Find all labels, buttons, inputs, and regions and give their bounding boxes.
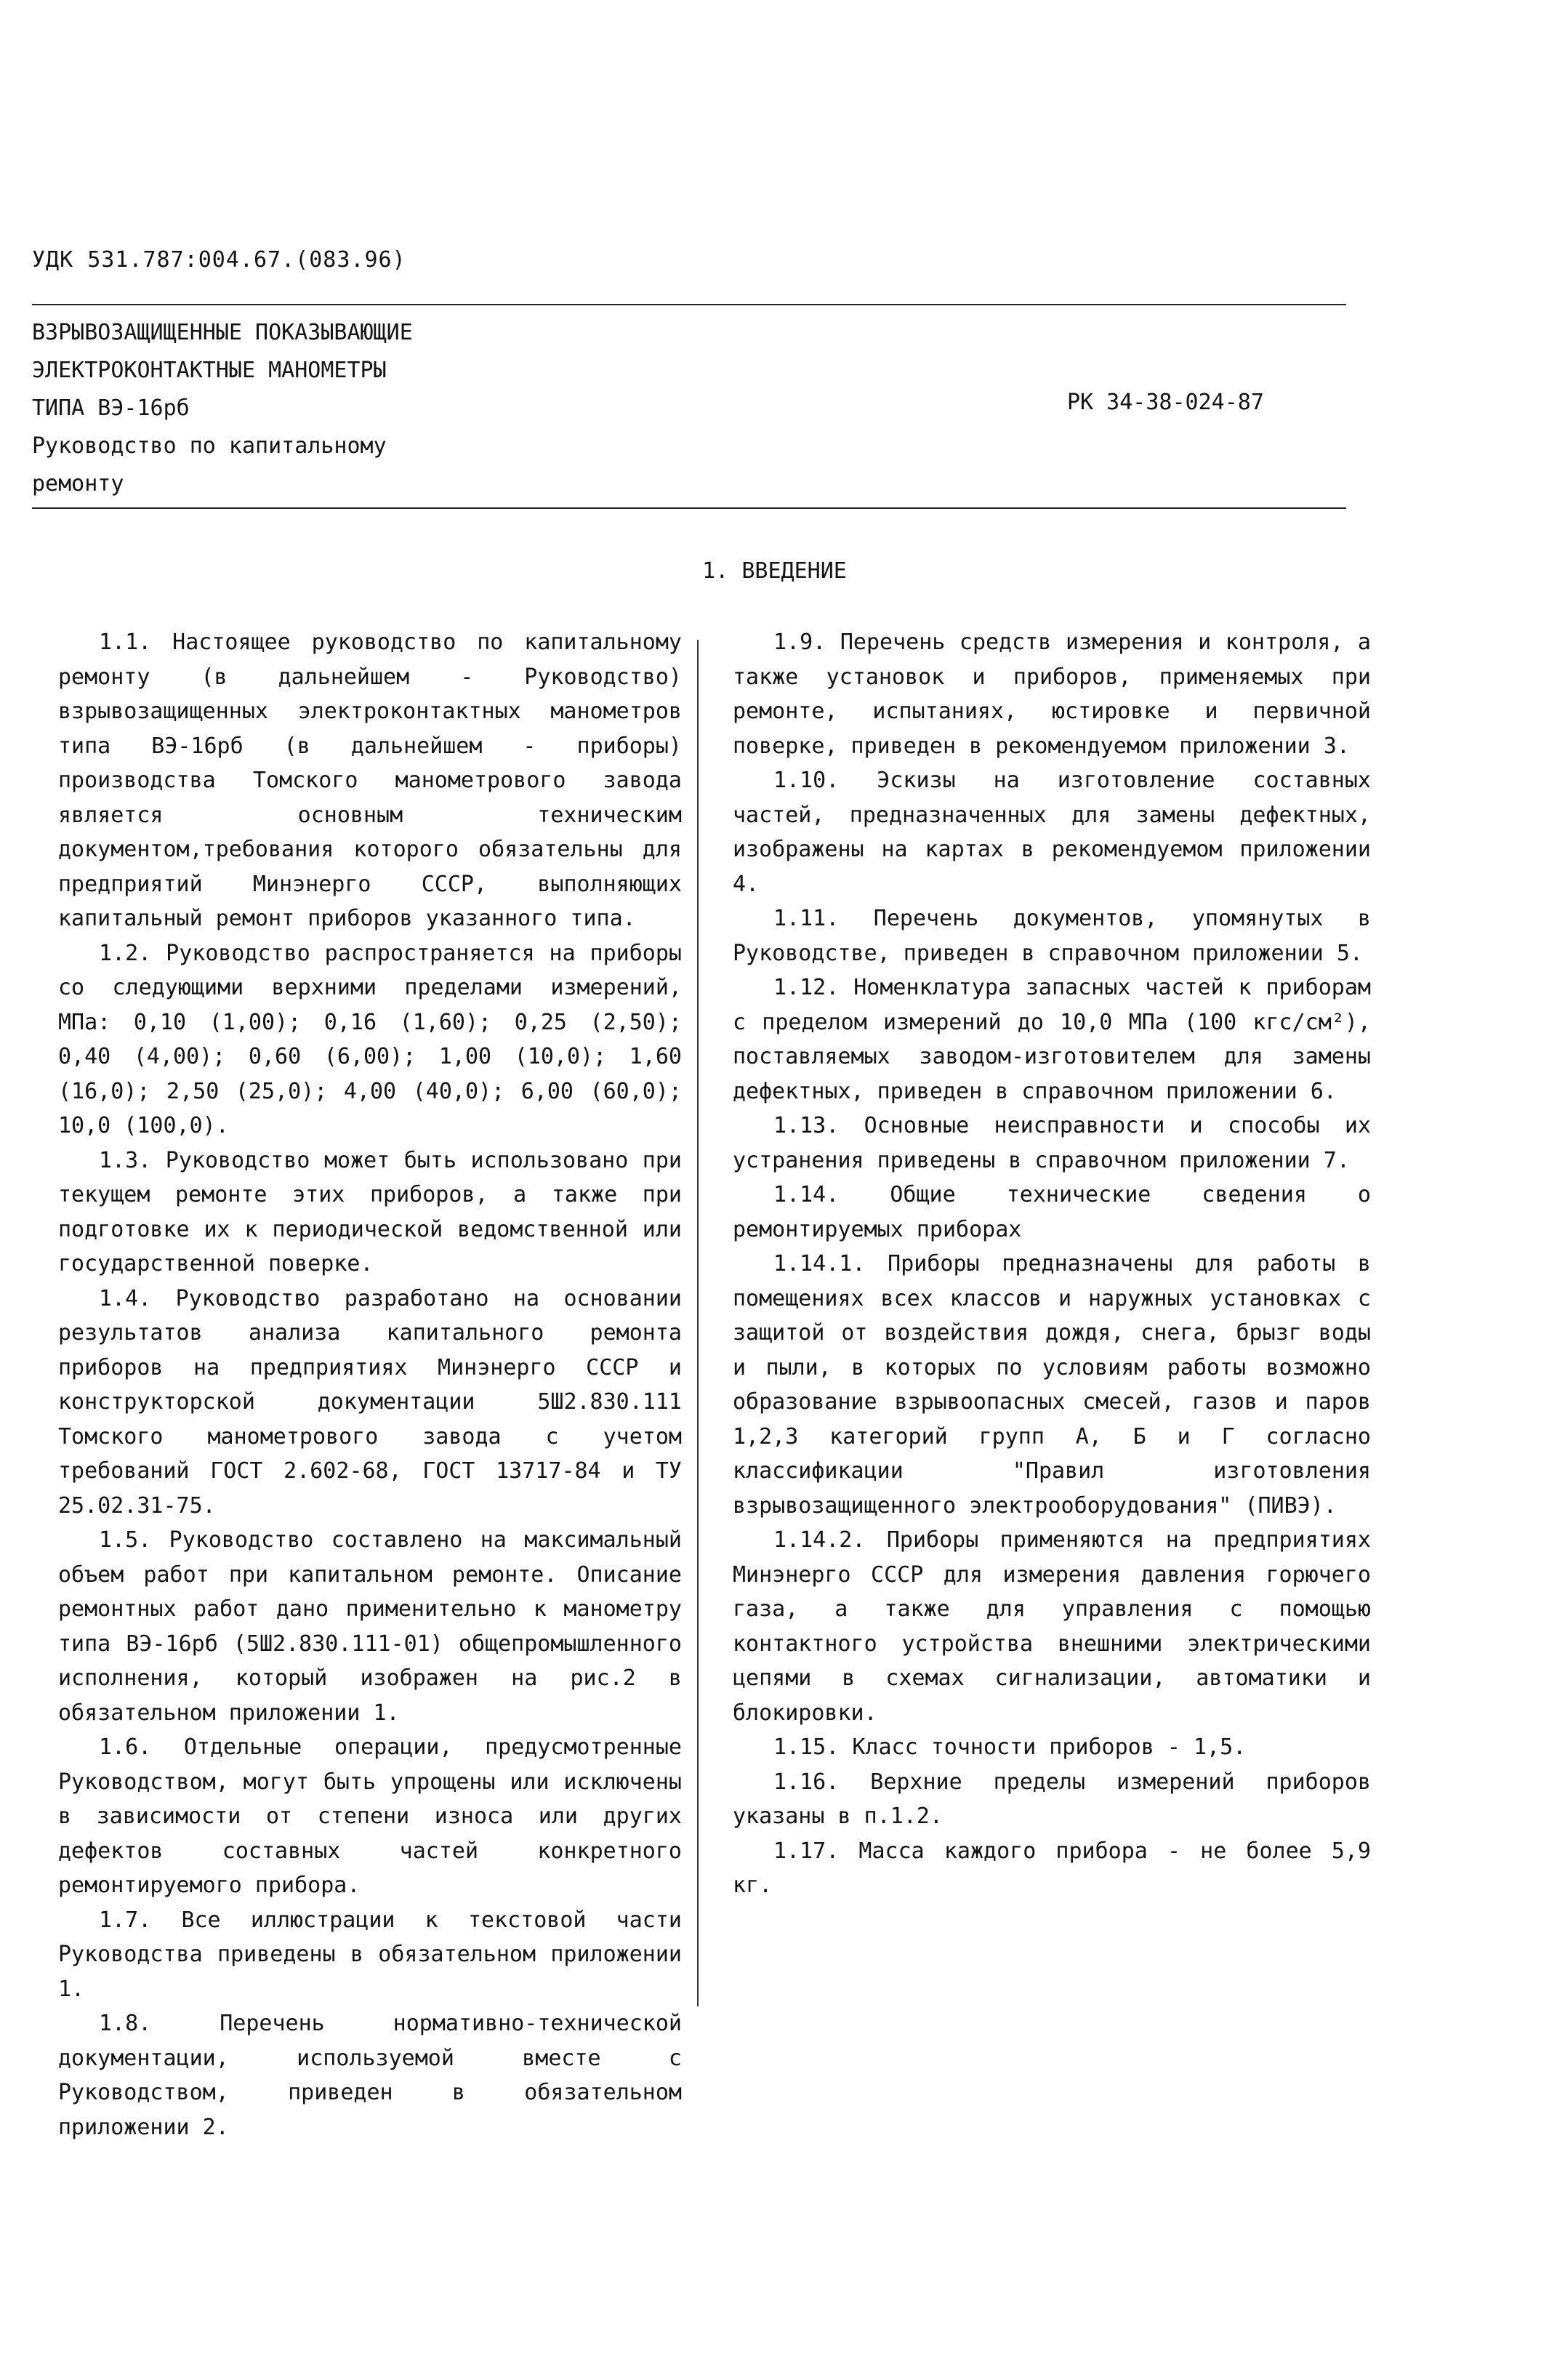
title-line: ЭЛЕКТРОКОНТАКТНЫЕ МАНОМЕТРЫ	[32, 358, 387, 383]
title-line: Руководство по капитальному	[32, 433, 387, 459]
paragraph-1-16: 1.16. Верхние пределы измерений приборов указаны в п.1.2.	[733, 1769, 1371, 1829]
document-code: РК 34-38-024-87	[1067, 390, 1264, 415]
paragraph-1-13: 1.13. Основные неисправности и способы их устранения приведены в справочном приложении 7.	[733, 1113, 1371, 1173]
paragraph-1-1: 1.1. Настоящее руководство по капитальному ремонту (в дальнейшем - Руководство) взрывозащищенных электроконтактных манометров типа ВЭ-16рб (в дальнейшем - приборы) производства Томского манометрового завода является основным техническим документом,требования которого обязательны для предприятий Минэнерго СССР, выполняющих капитальный ремонт приборов указанного типа.	[58, 630, 682, 931]
paragraph-1-10: 1.10. Эскизы на изготовление составных частей, предназначенных для замены дефектных, изображены на картах в рекомендуемом приложении 4.	[733, 768, 1371, 897]
paragraph-1-2: 1.2. Руководство распространяется на приборы со следующими верхними пределами измерений, МПа: 0,10 (1,00); 0,16 (1,60); 0,25 (2,50); 0,40 (4,00); 0,60 (6,00); 1,00 (10,0); 1,60 (16,0); 2,50 (25,0); 4,00 (40,0); 6,00 (60,0); 10,0 (100,0).	[58, 940, 682, 1138]
paragraph-1-9: 1.9. Перечень средств измерения и контроля, а также установок и приборов, применяемых при ремонте, испытаниях, юстировке и первичной поверке, приведен в рекомендуемом приложении 3.	[733, 630, 1371, 759]
paragraph-1-6: 1.6. Отдельные операции, предусмотренные Руководством, могут быть упрощены или исключены в зависимости от степени износа или других дефектов составных частей конкретного ремонтируемого прибора.	[58, 1734, 682, 1898]
paragraph-1-5: 1.5. Руководство составлено на максимальный объем работ при капитальном ремонте. Описание ремонтных работ дано применительно к манометру типа ВЭ-16рб (5Ш2.830.111-01) общепромышленного исполнения, который изображен на рис.2 в обязательном приложении 1.	[58, 1527, 682, 1726]
paragraph-1-14-2: 1.14.2. Приборы применяются на предприятиях Минэнерго СССР для измерения давления горючего газа, а также для управления с помощью контактного устройства внешними электрическими цепями в схемах сигнализации, автоматики и блокировки.	[733, 1527, 1371, 1726]
title-line: ремонту	[32, 471, 124, 496]
title-line: ТИПА ВЭ-16рб	[32, 395, 190, 421]
paragraph-1-8: 1.8. Перечень нормативно-технической документации, используемой вместе с Руководством, приведен в обязательном приложении 2.	[58, 2011, 682, 2140]
paragraph-1-3: 1.3. Руководство может быть использовано при текущем ремонте этих приборов, а также при подготовке их к периодической ведомственной или государственной поверке.	[58, 1147, 682, 1277]
header-top-rule	[32, 304, 1346, 305]
paragraph-1-14: 1.14. Общие технические сведения о ремонтируемых приборах	[733, 1182, 1371, 1242]
paragraph-1-15: 1.15. Класс точности приборов - 1,5.	[773, 1734, 1247, 1760]
column-divider	[697, 640, 699, 2006]
title-line: ВЗРЫВОЗАЩИЩЕННЫЕ ПОКАЗЫВАЮЩИЕ	[32, 320, 413, 345]
document-title-block	[32, 314, 413, 503]
section-heading: 1. ВВЕДЕНИЕ	[702, 558, 847, 584]
udc-code: УДК 531.787:004.67.(083.96)	[32, 247, 406, 273]
paragraph-1-4: 1.4. Руководство разработано на основании результатов анализа капитального ремонта приборов на предприятиях Минэнерго СССР и конструкторской документации 5Ш2.830.111 Томского манометрового завода с учетом требований ГОСТ 2.602-68, ГОСТ 13717-84 и ТУ 25.02.31-75.	[58, 1285, 682, 1519]
right-column	[733, 625, 1371, 1903]
paragraph-1-11: 1.11. Перечень документов, упомянутых в Руководстве, приведен в справочном приложении 5.	[733, 906, 1371, 966]
paragraph-1-7: 1.7. Все иллюстрации к текстовой части Руководства приведены в обязательном приложении 1.	[58, 1907, 682, 2002]
header-bottom-rule	[32, 507, 1346, 509]
left-column	[58, 625, 682, 2144]
paragraph-1-17: 1.17. Масса каждого прибора - не более 5,9 кг.	[733, 1838, 1371, 1898]
paragraph-1-12: 1.12. Номенклатура запасных частей к приборам с пределом измерений до 10,0 МПа (100 кгс/см²), поставляемых заводом-изготовителем для замены дефектных, приведен в справочном приложении 6.	[733, 975, 1371, 1104]
paragraph-1-14-1: 1.14.1. Приборы предназначены для работы в помещениях всех классов и наружных установках с защитой от воздействия дождя, снега, брызг воды и пыли, в которых по условиям работы возможно образование взрывоопасных смесей, газов и паров 1,2,3 категорий групп А, Б и Г согласно классификации "Правил изготовления взрывозащищенного электрооборудования" (ПИВЭ).	[733, 1251, 1371, 1519]
